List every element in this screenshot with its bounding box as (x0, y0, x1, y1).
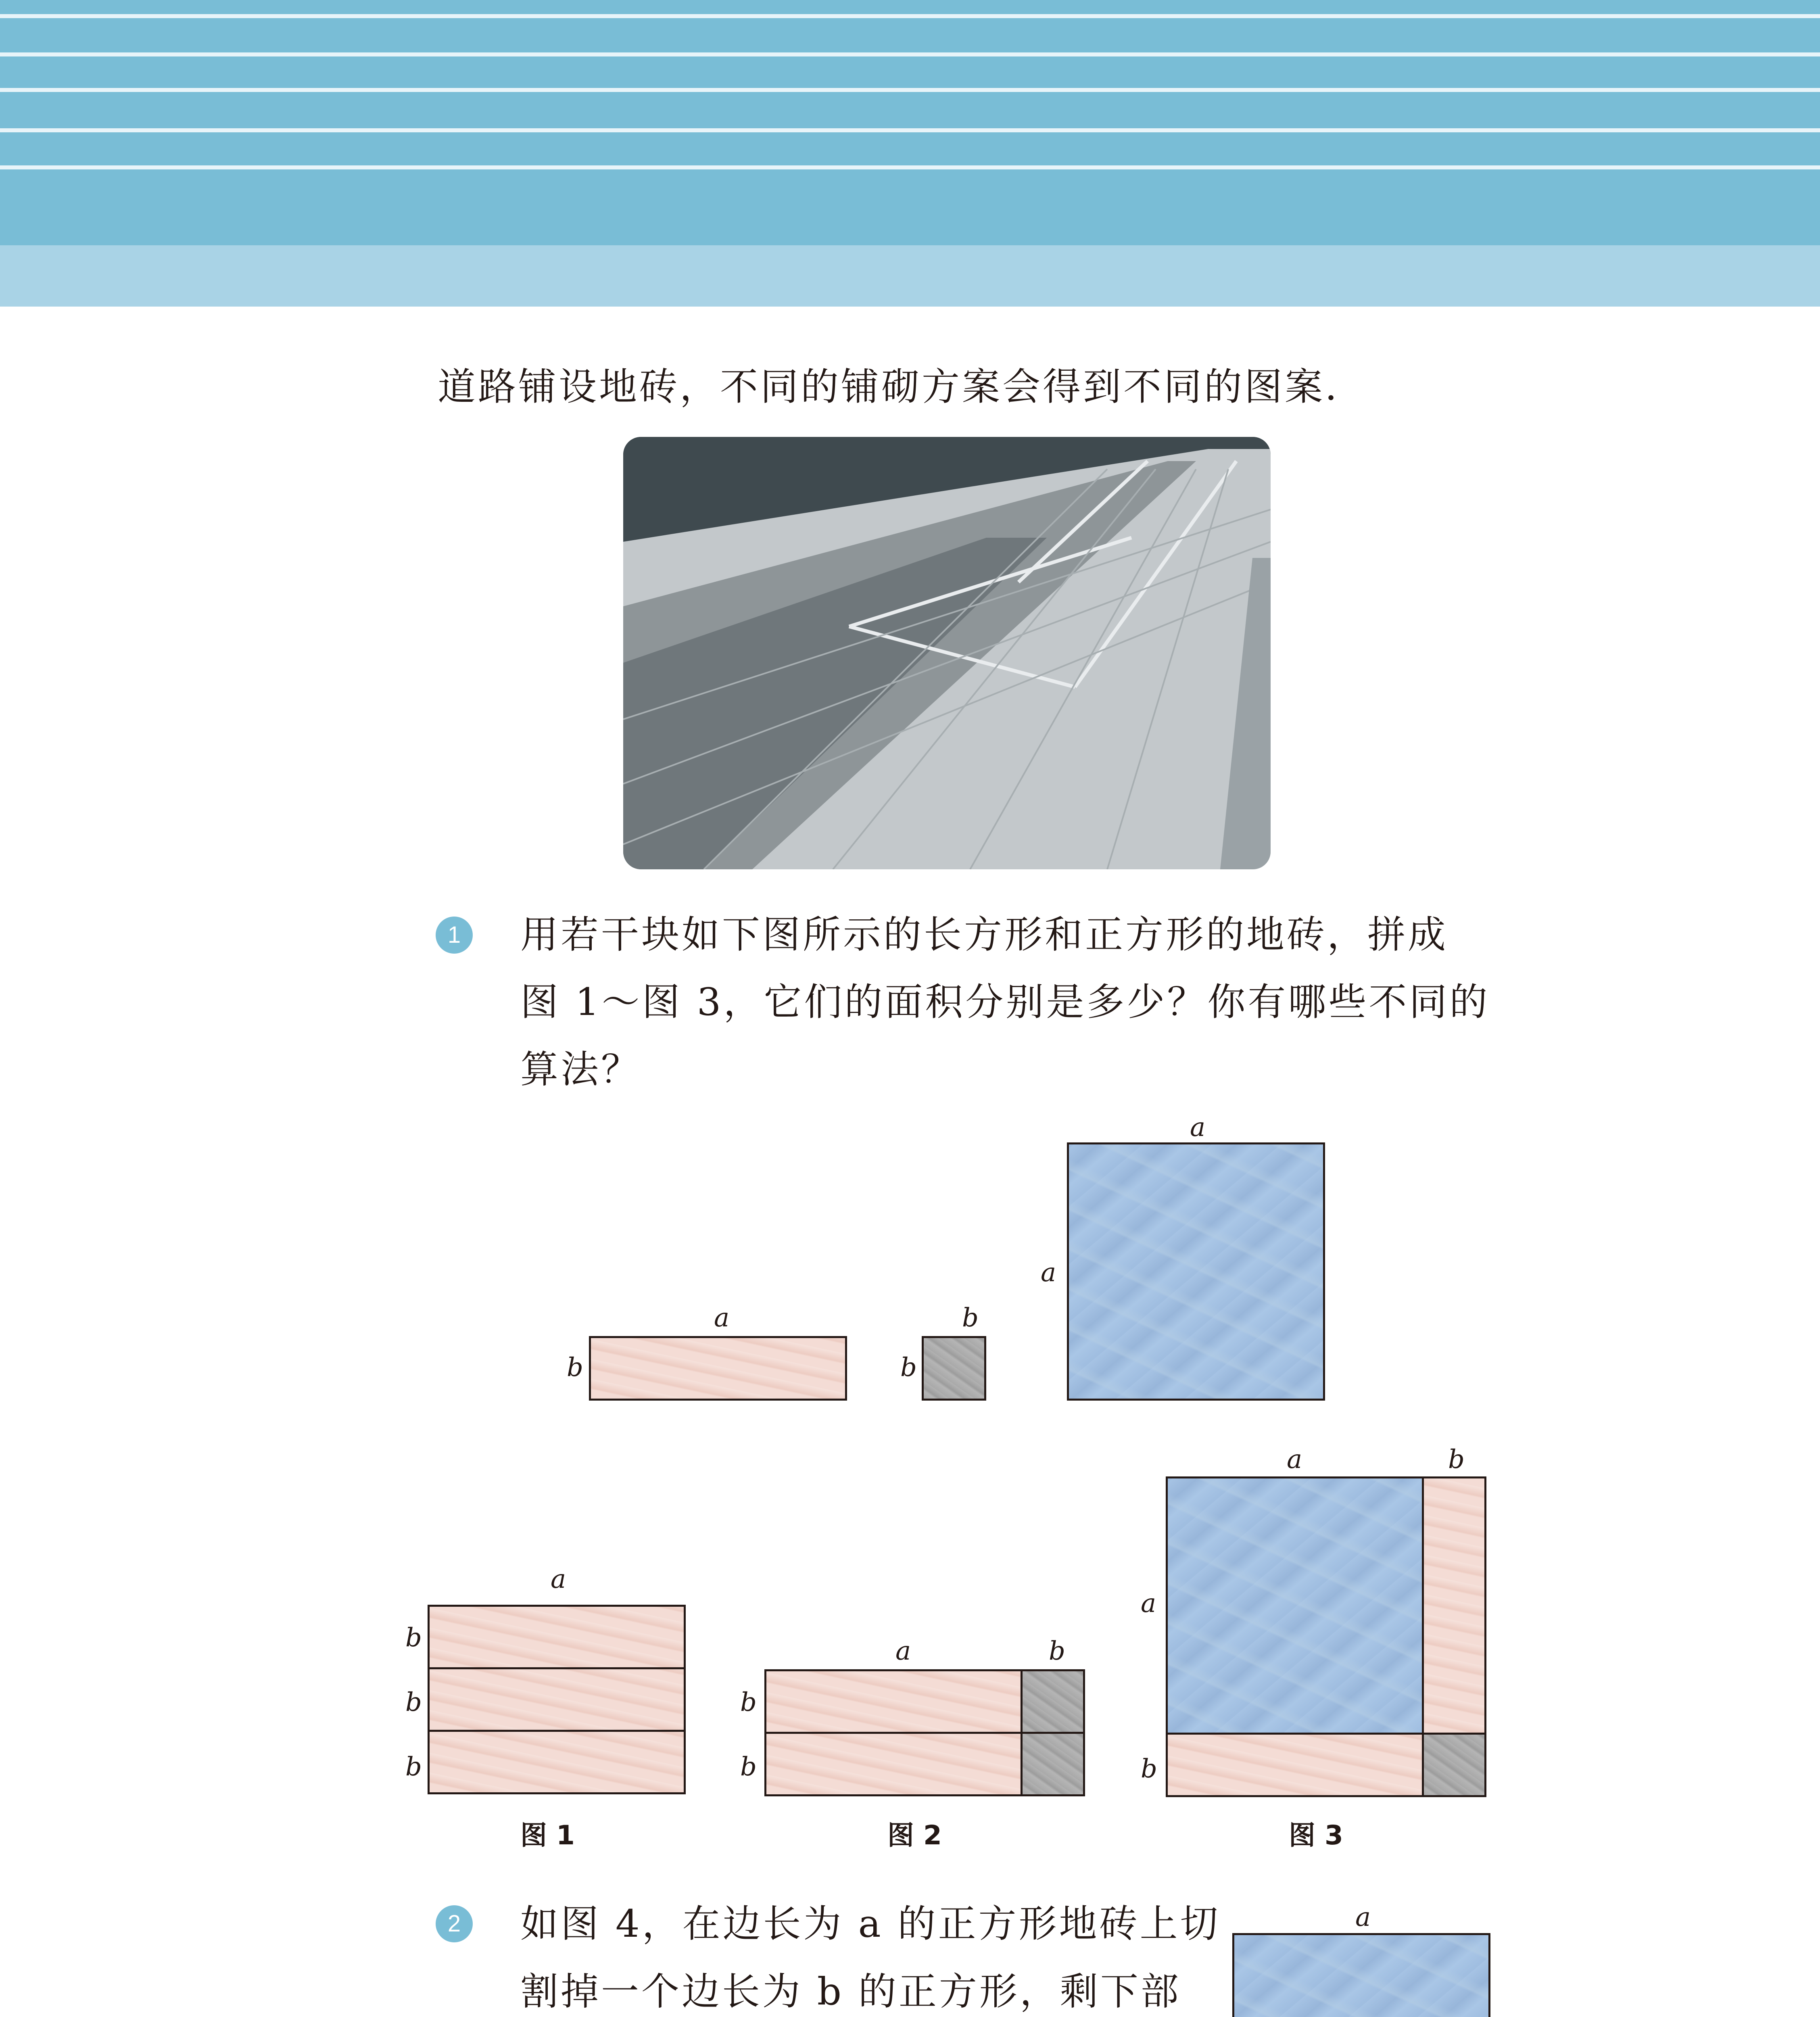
label-a: a (1041, 1258, 1056, 1288)
large-square-tile-a (1067, 1142, 1325, 1401)
paving-photo (623, 437, 1271, 869)
q1-line-3: 算法？ (520, 1048, 642, 1092)
label-b: b (962, 1303, 979, 1333)
q2-line-2: 割掉一个边长为 b 的正方形，剩下部 (520, 1970, 1181, 2014)
header-lower-band (0, 245, 1820, 307)
label-a: a (1141, 1589, 1156, 1618)
figure-1-caption: 图 1 (520, 1820, 575, 1851)
label-a: a (1355, 1902, 1371, 1932)
fig1-rectangle-tile (428, 1667, 686, 1732)
label-b: b (1448, 1445, 1465, 1474)
label-a: a (1190, 1113, 1206, 1142)
fig2-small-square-tile (1021, 1732, 1085, 1796)
header-stripe (0, 128, 1820, 132)
rectangle-tile-ab (589, 1336, 847, 1401)
header-stripe (0, 14, 1820, 18)
figure-2-caption: 图 2 (887, 1820, 942, 1851)
label-a: a (551, 1564, 566, 1594)
label-b: b (740, 1687, 757, 1717)
q1-line-1: 用若干块如下图所示的长方形和正方形的地砖，拼成 (520, 913, 1448, 957)
label-b: b (1049, 1636, 1065, 1666)
fig1-rectangle-tile (428, 1730, 686, 1794)
fig4-square-tile (1232, 1933, 1490, 2017)
fig3-rectangle-tile-vertical (1422, 1476, 1486, 1735)
label-a: a (714, 1303, 730, 1333)
label-b: b (740, 1752, 757, 1782)
label-b: b (405, 1752, 422, 1782)
header-stripe (0, 165, 1820, 169)
fig2-rectangle-tile (764, 1669, 1023, 1734)
fig3-rectangle-tile-horizontal (1166, 1733, 1424, 1797)
figure-3-caption: 图 3 (1289, 1820, 1343, 1851)
q1-line-2: 图 1～图 3，它们的面积分别是多少？你有哪些不同的 (520, 980, 1490, 1024)
fig2-rectangle-tile (764, 1732, 1023, 1796)
fig2-small-square-tile (1021, 1669, 1085, 1734)
label-b: b (405, 1623, 422, 1653)
question-number-1: 1 (436, 917, 473, 954)
question-number-2: 2 (436, 1905, 473, 1942)
intro-text: 道路铺设地砖，不同的铺砌方案会得到不同的图案． (438, 365, 1366, 409)
label-b: b (567, 1353, 583, 1382)
fig3-large-square-tile (1166, 1476, 1424, 1735)
q2-line-1: 如图 4，在边长为 a 的正方形地砖上切 (520, 1902, 1221, 1946)
label-a: a (1287, 1445, 1302, 1474)
fig1-rectangle-tile (428, 1605, 686, 1669)
fig3-small-square-tile (1422, 1733, 1486, 1797)
small-square-tile-b (922, 1336, 986, 1401)
header-stripe (0, 52, 1820, 56)
label-b: b (1141, 1754, 1157, 1784)
page-header-banner (0, 0, 1820, 245)
header-stripe (0, 88, 1820, 92)
label-b: b (405, 1687, 422, 1717)
label-b: b (900, 1353, 917, 1382)
label-a: a (895, 1636, 911, 1666)
